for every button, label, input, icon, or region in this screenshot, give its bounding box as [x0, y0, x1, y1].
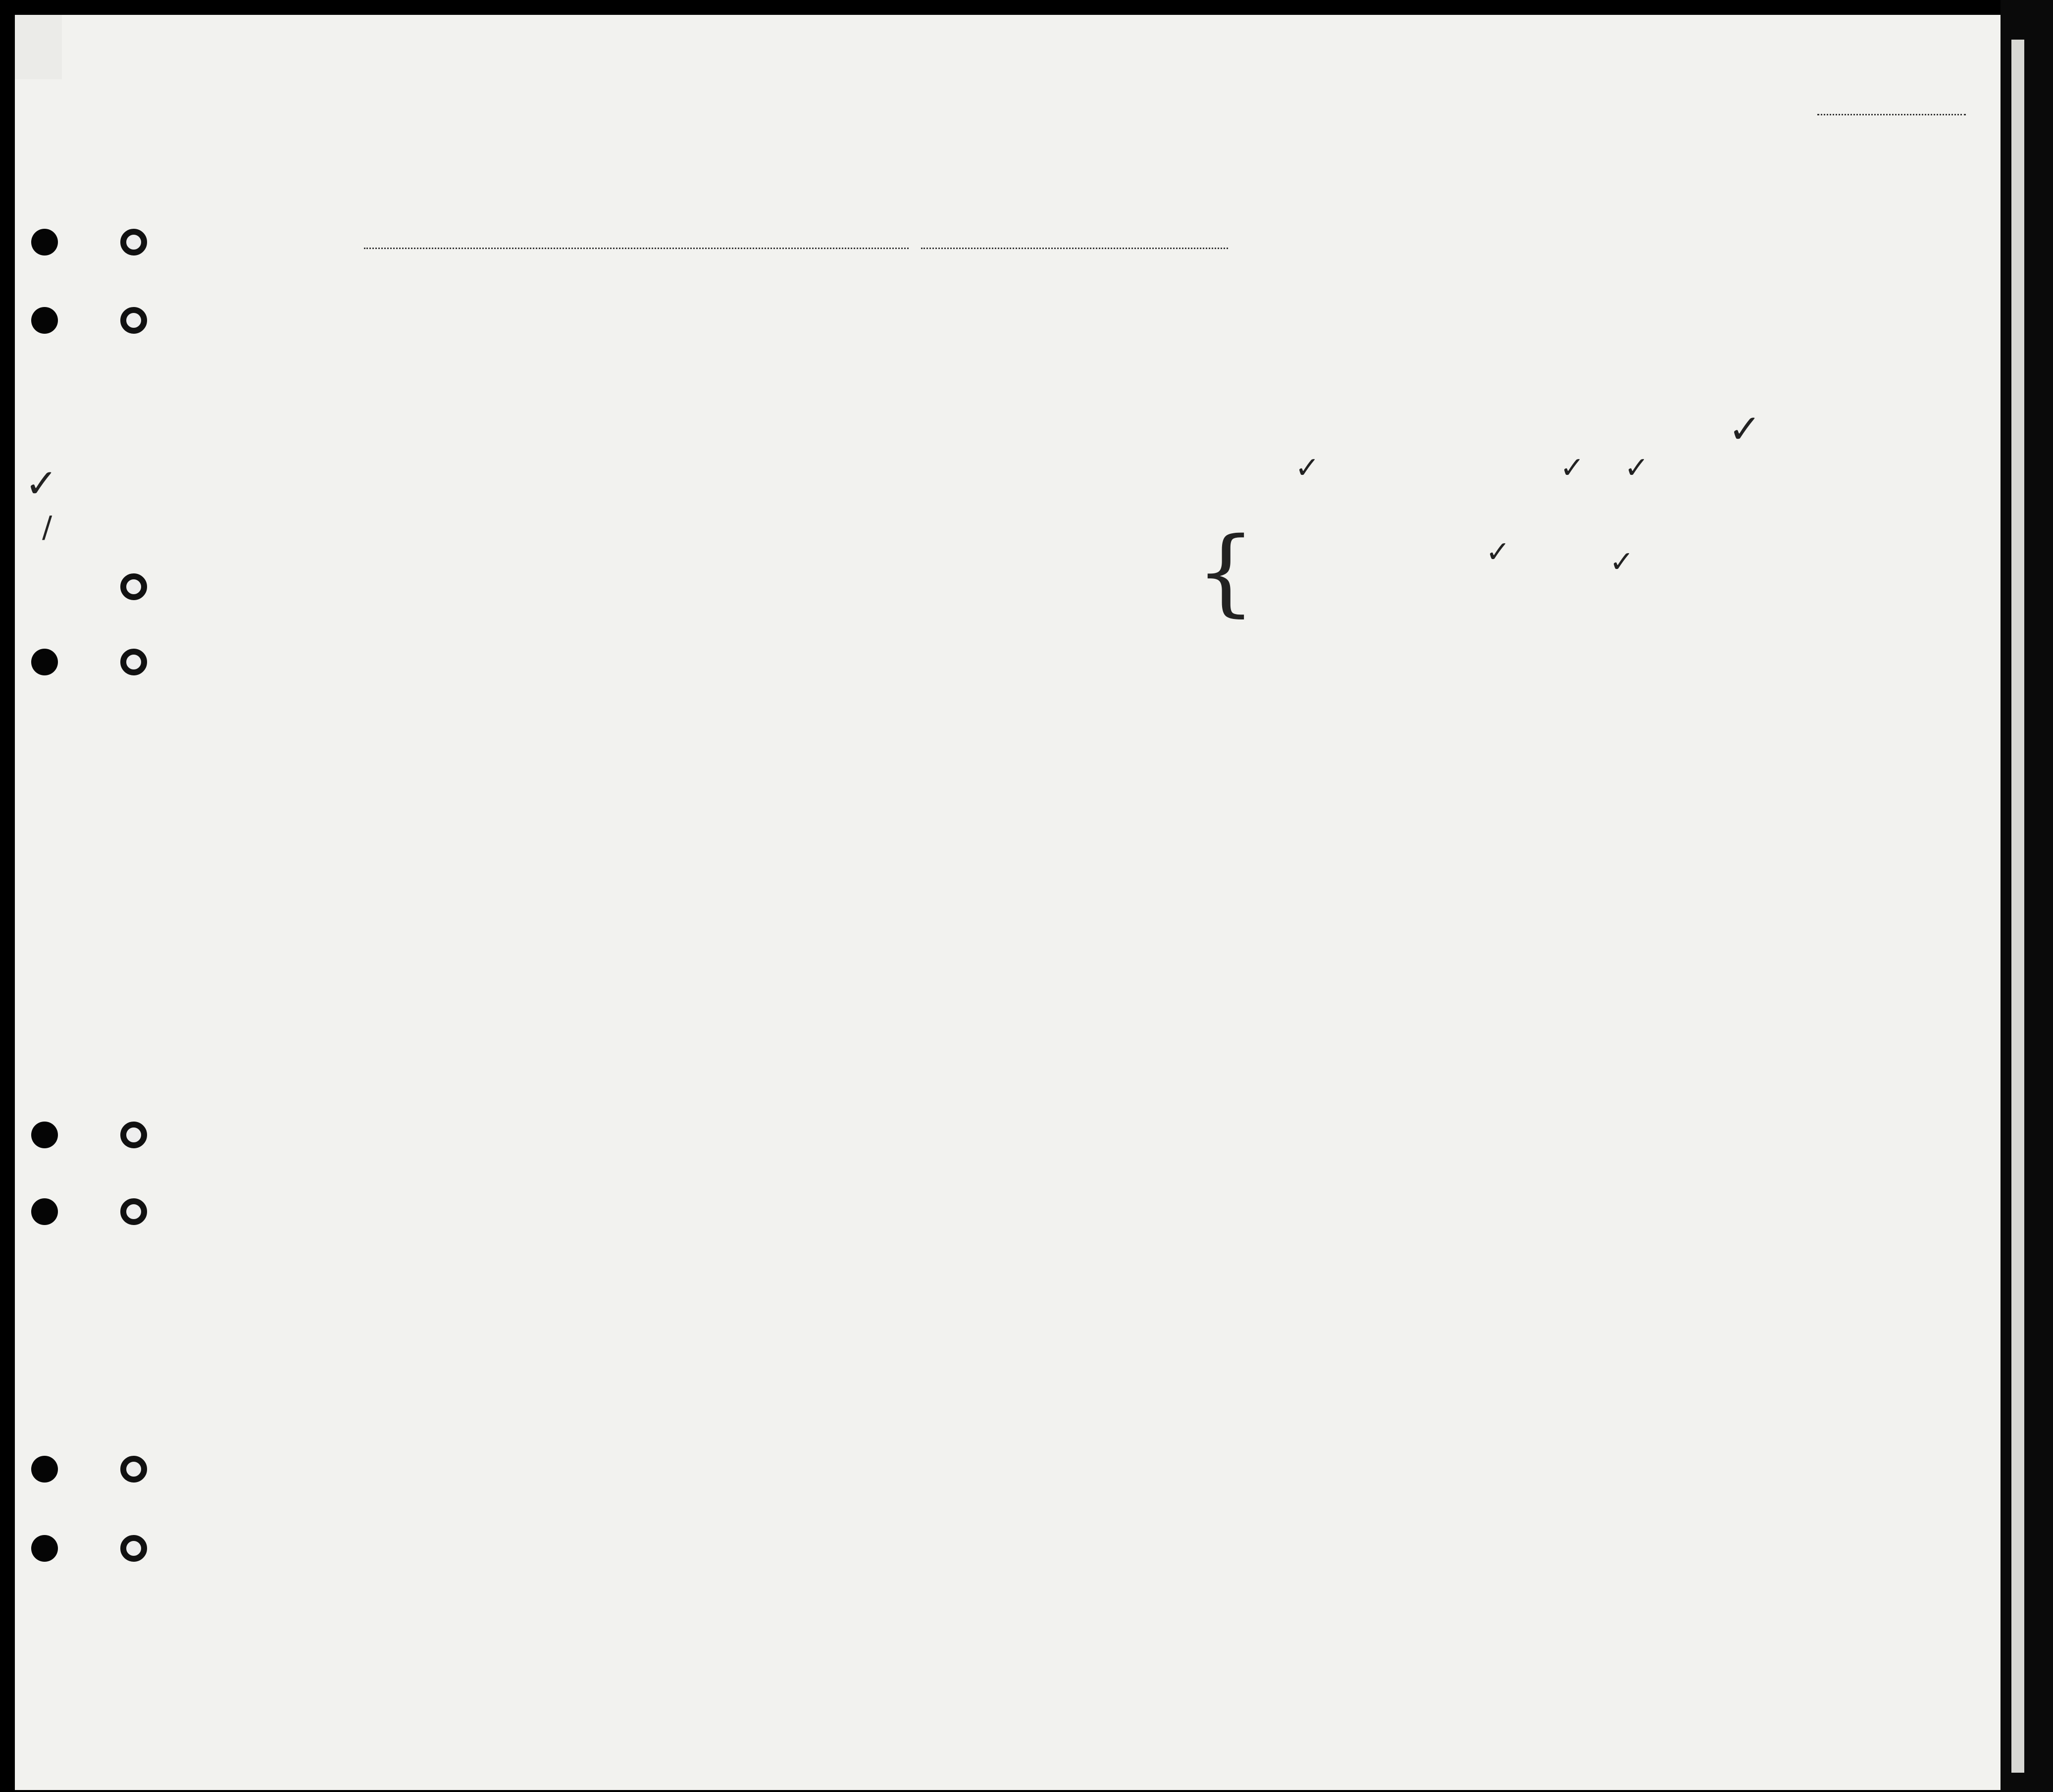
- manifest-sheet: [15, 15, 2001, 1790]
- check-mark: ✓: [1486, 535, 1511, 569]
- margin-check-mark: /: [42, 510, 52, 545]
- check-mark: ✓: [1728, 406, 1762, 452]
- check-mark: ✓: [1560, 451, 1585, 485]
- check-mark: ✓: [1609, 545, 1635, 579]
- table-grid: [15, 15, 2001, 1790]
- annotation-bracket: {: [1196, 517, 1256, 626]
- margin-check-mark: ✓: [25, 461, 58, 507]
- adjacent-page-edge: [2011, 40, 2024, 1773]
- check-mark: ✓: [1295, 451, 1320, 485]
- check-mark: ✓: [1624, 451, 1649, 485]
- scan-border-right: [2001, 0, 2053, 1792]
